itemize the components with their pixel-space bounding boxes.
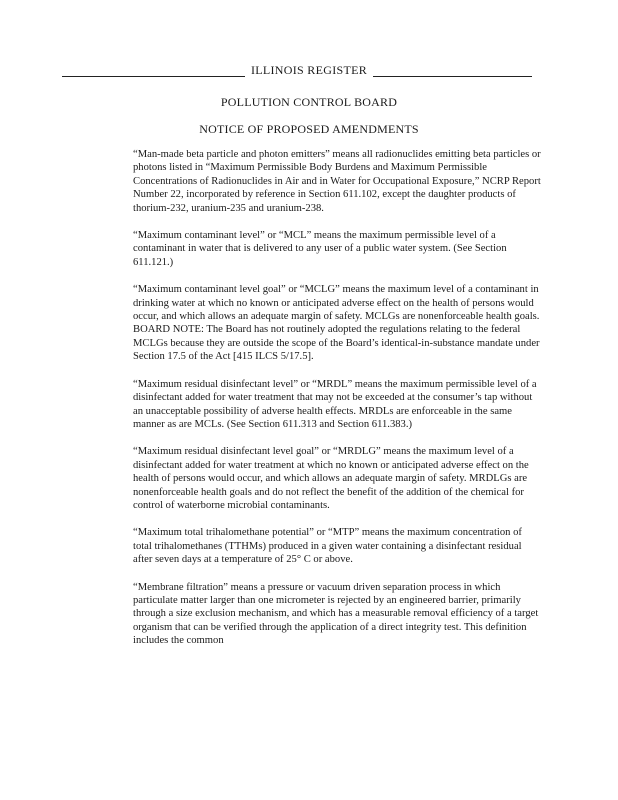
register-title: ILLINOIS REGISTER xyxy=(245,63,373,77)
board-note: BOARD NOTE: The Board has not routinely adopted the regulations relating to the federal MCLGs because they are outside the scope of the Board’s identical-in-substance mandate under Section 17.5 of the Act [415 ILCS 5/17.5]. xyxy=(133,324,540,363)
definition-paragraph: “Maximum residual disinfectant level” or “MRDL” means the maximum permissible level of a disinfectant added for water treatment that may not be exceeded at the consumer’s tap without an unacceptable possibility of adverse health effects. MRDLs are enforceable in the same manner as are MCLs. (See Section 611.313 and Section 611.383.) xyxy=(133,378,537,430)
definition-paragraph: “Man-made beta particle and photon emitters” means all radionuclides emitting beta particles or photons listed in “Maximum Permissible Body Burdens and Maximum Permissible Concentrations of Radionuclides in Air and in Water for Occupational Exposure,” NCRP Report Number 22, incorporated by reference in Section 611.102, except the daughter products of thorium-232, uranium-235 and uranium-238. xyxy=(133,149,541,214)
definition-text: “Maximum contaminant level goal” or “MCLG” means the maximum level of a contaminant in drinking water at which no known or anticipated adverse effect on the health of persons would occur, and which allows an adequate margin of safety. MCLGs are nonenforceable health goals. xyxy=(133,284,540,323)
definition-paragraph: “Membrane filtration” means a pressure or vacuum driven separation process in which particulate matter larger than one micrometer is rejected by an engineered barrier, primarily through a size exclusion mechanism, and which has a measurable removal efficiency of a target organism that can be verified through the application of a direct integrity test. This definition includes the common xyxy=(133,581,539,647)
register-header xyxy=(0,63,618,78)
definition-paragraph xyxy=(133,283,541,363)
definition-paragraph: “Maximum total trihalomethane potential” or “MTP” means the maximum concentration of total trihalomethanes (TTHMs) produced in a given water containing a disinfectant residual after seven days at a temperature of 25° C or above. xyxy=(133,527,522,566)
definition-paragraph: “Maximum residual disinfectant level goal” or “MRDLG” means the maximum level of a disinfectant added for water treatment at which no known or anticipated adverse effect on the health of persons would occur, and which allows an adequate margin of safety. MRDLGs are nonenforceable health goals and do not reflect the benefit of the addition of the chemical for control of waterborne microbial contaminants. xyxy=(133,446,529,511)
board-name: POLLUTION CONTROL BOARD xyxy=(220,95,398,109)
definition-paragraph: “Maximum contaminant level” or “MCL” means the maximum permissible level of a contaminant in water that is delivered to any user of a public water system. (See Section 611.121.) xyxy=(133,230,507,268)
document-body xyxy=(133,148,541,662)
notice-title: NOTICE OF PROPOSED AMENDMENTS xyxy=(199,122,419,136)
